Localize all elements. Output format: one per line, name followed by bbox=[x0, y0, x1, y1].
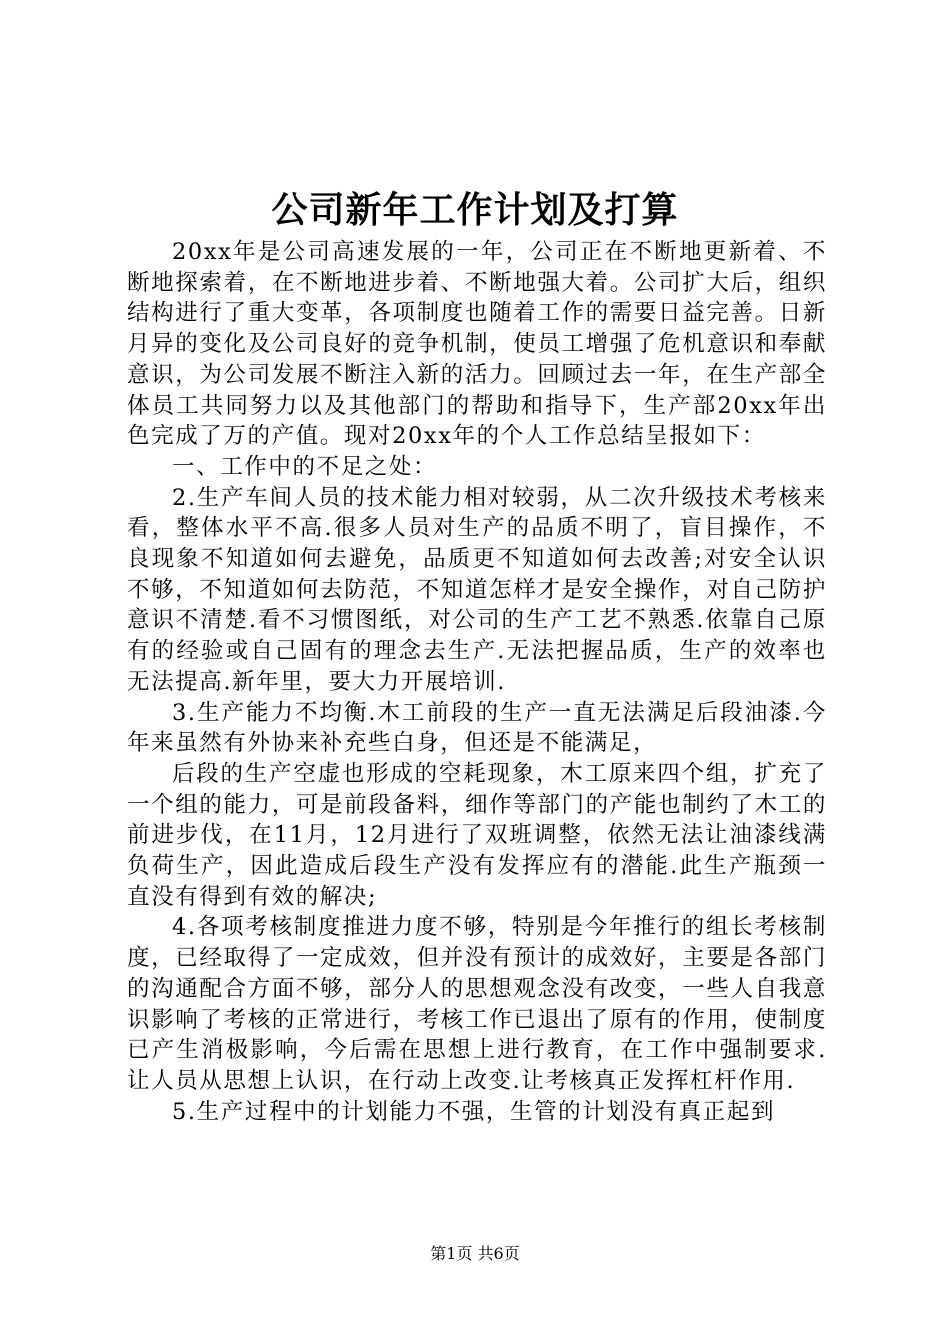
page-footer: 第1页 共6页 bbox=[430, 1244, 520, 1263]
paragraph-section-heading: 一、工作中的不足之处： bbox=[172, 453, 438, 480]
document-title: 公司新年工作计划及打算 bbox=[271, 189, 679, 231]
paragraph-item-3: 3.生产能力不均衡.木工前段的生产一直无法满足后段油漆.今年来虽然有外协来补充些白身，但还是不能满足， bbox=[127, 699, 827, 757]
paragraph-intro: 20xx年是公司高速发展的一年，公司正在不断地更新着、不断地探索着，在不断地进步着、不断地强大着。公司扩大后，组织结构进行了重大变革，各项制度也随着工作的需要日益完善。日新月异的变化及公司良好的竞争机制，使员工增强了危机意识和奉献意识，为公司发展不断注入新的活力。回顾过去一年，在生产部全体员工共同努力以及其他部门的帮助和指导下，生产部20xx年出色完成了万的产值。现对20xx年的个人工作总结呈报如下： bbox=[127, 239, 827, 450]
paragraph-item-5: 5.生产过程中的计划能力不强，生管的计划没有真正起到 bbox=[172, 1098, 776, 1125]
paragraph-item-2: 2.生产车间人员的技术能力相对较弱，从二次升级技术考核来看，整体水平不高.很多人员对生产的品质不明了，盲目操作，不良现象不知道如何去避免，品质更不知道如何去改善;对安全认识不够，不知道如何去防范，不知道怎样才是安全操作，对自己防护意识不清楚.看不习惯图纸，对公司的生产工艺不熟悉.依靠自己原有的经验或自己固有的理念去生产.无法把握品质，生产的效率也无法提高.新年里，要大力开展培训. bbox=[127, 484, 827, 695]
paragraph-item-3-continued: 后段的生产空虚也形成的空耗现象，木工原来四个组，扩充了一个组的能力，可是前段备料，细作等部门的产能也制约了木工的前进步伐，在11月，12月进行了双班调整，依然无法让油漆线满负荷生产，因此造成后段生产没有发挥应有的潜能.此生产瓶颈一直没有得到有效的解决; bbox=[127, 760, 827, 910]
paragraph-item-4: 4.各项考核制度推进力度不够，特别是今年推行的组长考核制度，已经取得了一定成效，但并没有预计的成效好，主要是各部门的沟通配合方面不够，部分人的思想观念没有改变，一些人自我意识影响了考核的正常进行，考核工作已退出了原有的作用，使制度已产生消极影响，今后需在思想上进行教育，在工作中强制要求.让人员从思想上认识，在行动上改变.让考核真正发挥杠杆作用. bbox=[127, 914, 827, 1094]
document-body bbox=[127, 237, 827, 1127]
